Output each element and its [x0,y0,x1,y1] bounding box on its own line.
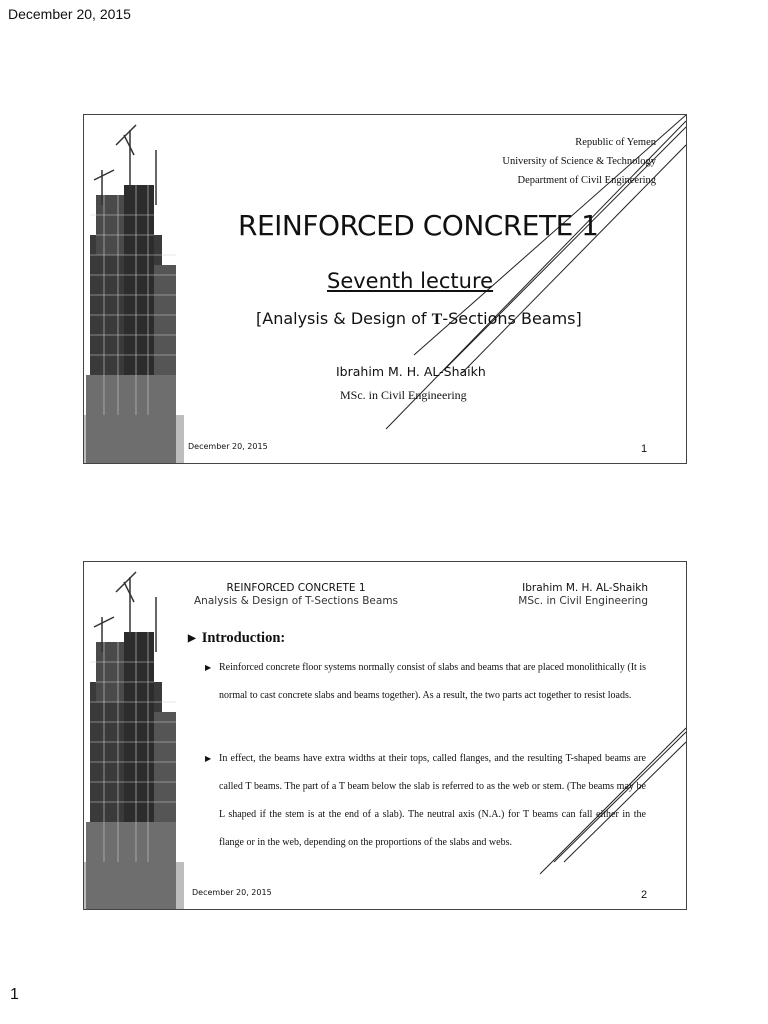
paragraph-1 [205,654,646,710]
slide-title: REINFORCED CONCRETE 1 [238,209,599,242]
university-label: University of Science & Technology [502,156,656,167]
triangle-right-icon: ▶ [188,633,196,644]
slide-subtitle: Seventh lecture [327,269,494,293]
page-date: December 20, 2015 [8,6,131,22]
country-label: Republic of Yemen [575,137,656,148]
paragraph-text: In effect, the beams have extra widths at their tops, called flanges, and the resulting T-shaped beams are called T beams. The part of a T beam below the slab is referred to as the web or stem. (The beams may be L shaped if the stem is at the end of a slab). The neutral axis (N.A.) for T beams can fall either in the flange or in the web, depending on the proportions of the slabs and webs. [219,753,646,848]
slide-footer-date: December 20, 2015 [188,442,268,451]
author-degree: MSc. in Civil Engineering [340,388,467,402]
slide-footer-date: December 20, 2015 [192,888,272,897]
author-degree: MSc. in Civil Engineering [518,595,648,607]
paragraph-2 [205,745,646,857]
topic-suffix: -Sections Beams] [442,309,582,328]
slide-topic [256,309,582,329]
institution-block [502,133,656,190]
topic-bold-letter: T [431,311,443,328]
author-name: Ibrahim M. H. AL-Shaikh [336,364,486,379]
section-heading [188,630,285,647]
page-number: 1 [10,986,19,1003]
slide-1 [83,114,687,464]
department-label: Department of Civil Engineering [517,175,656,186]
slide-number: 1 [641,443,648,455]
course-topic: Analysis & Design of T-Sections Beams [194,595,399,607]
slide-header-right [518,582,648,608]
slide-2 [83,561,687,910]
heading-text: Introduction: [201,630,286,646]
course-title: REINFORCED CONCRETE 1 [226,582,366,594]
triangle-right-icon: ▶ [205,754,212,763]
slide-number: 2 [641,889,648,901]
triangle-right-icon: ▶ [205,663,212,672]
slide-header-left [194,582,398,608]
topic-prefix: [Analysis & Design of [256,309,432,328]
author-name: Ibrahim M. H. AL-Shaikh [522,582,648,594]
paragraph-text: Reinforced concrete floor systems normally consist of slabs and beams that are placed monolithically (It is normal to cast concrete slabs and beams together). As a result, the two parts act together to resist loads. [219,662,646,701]
